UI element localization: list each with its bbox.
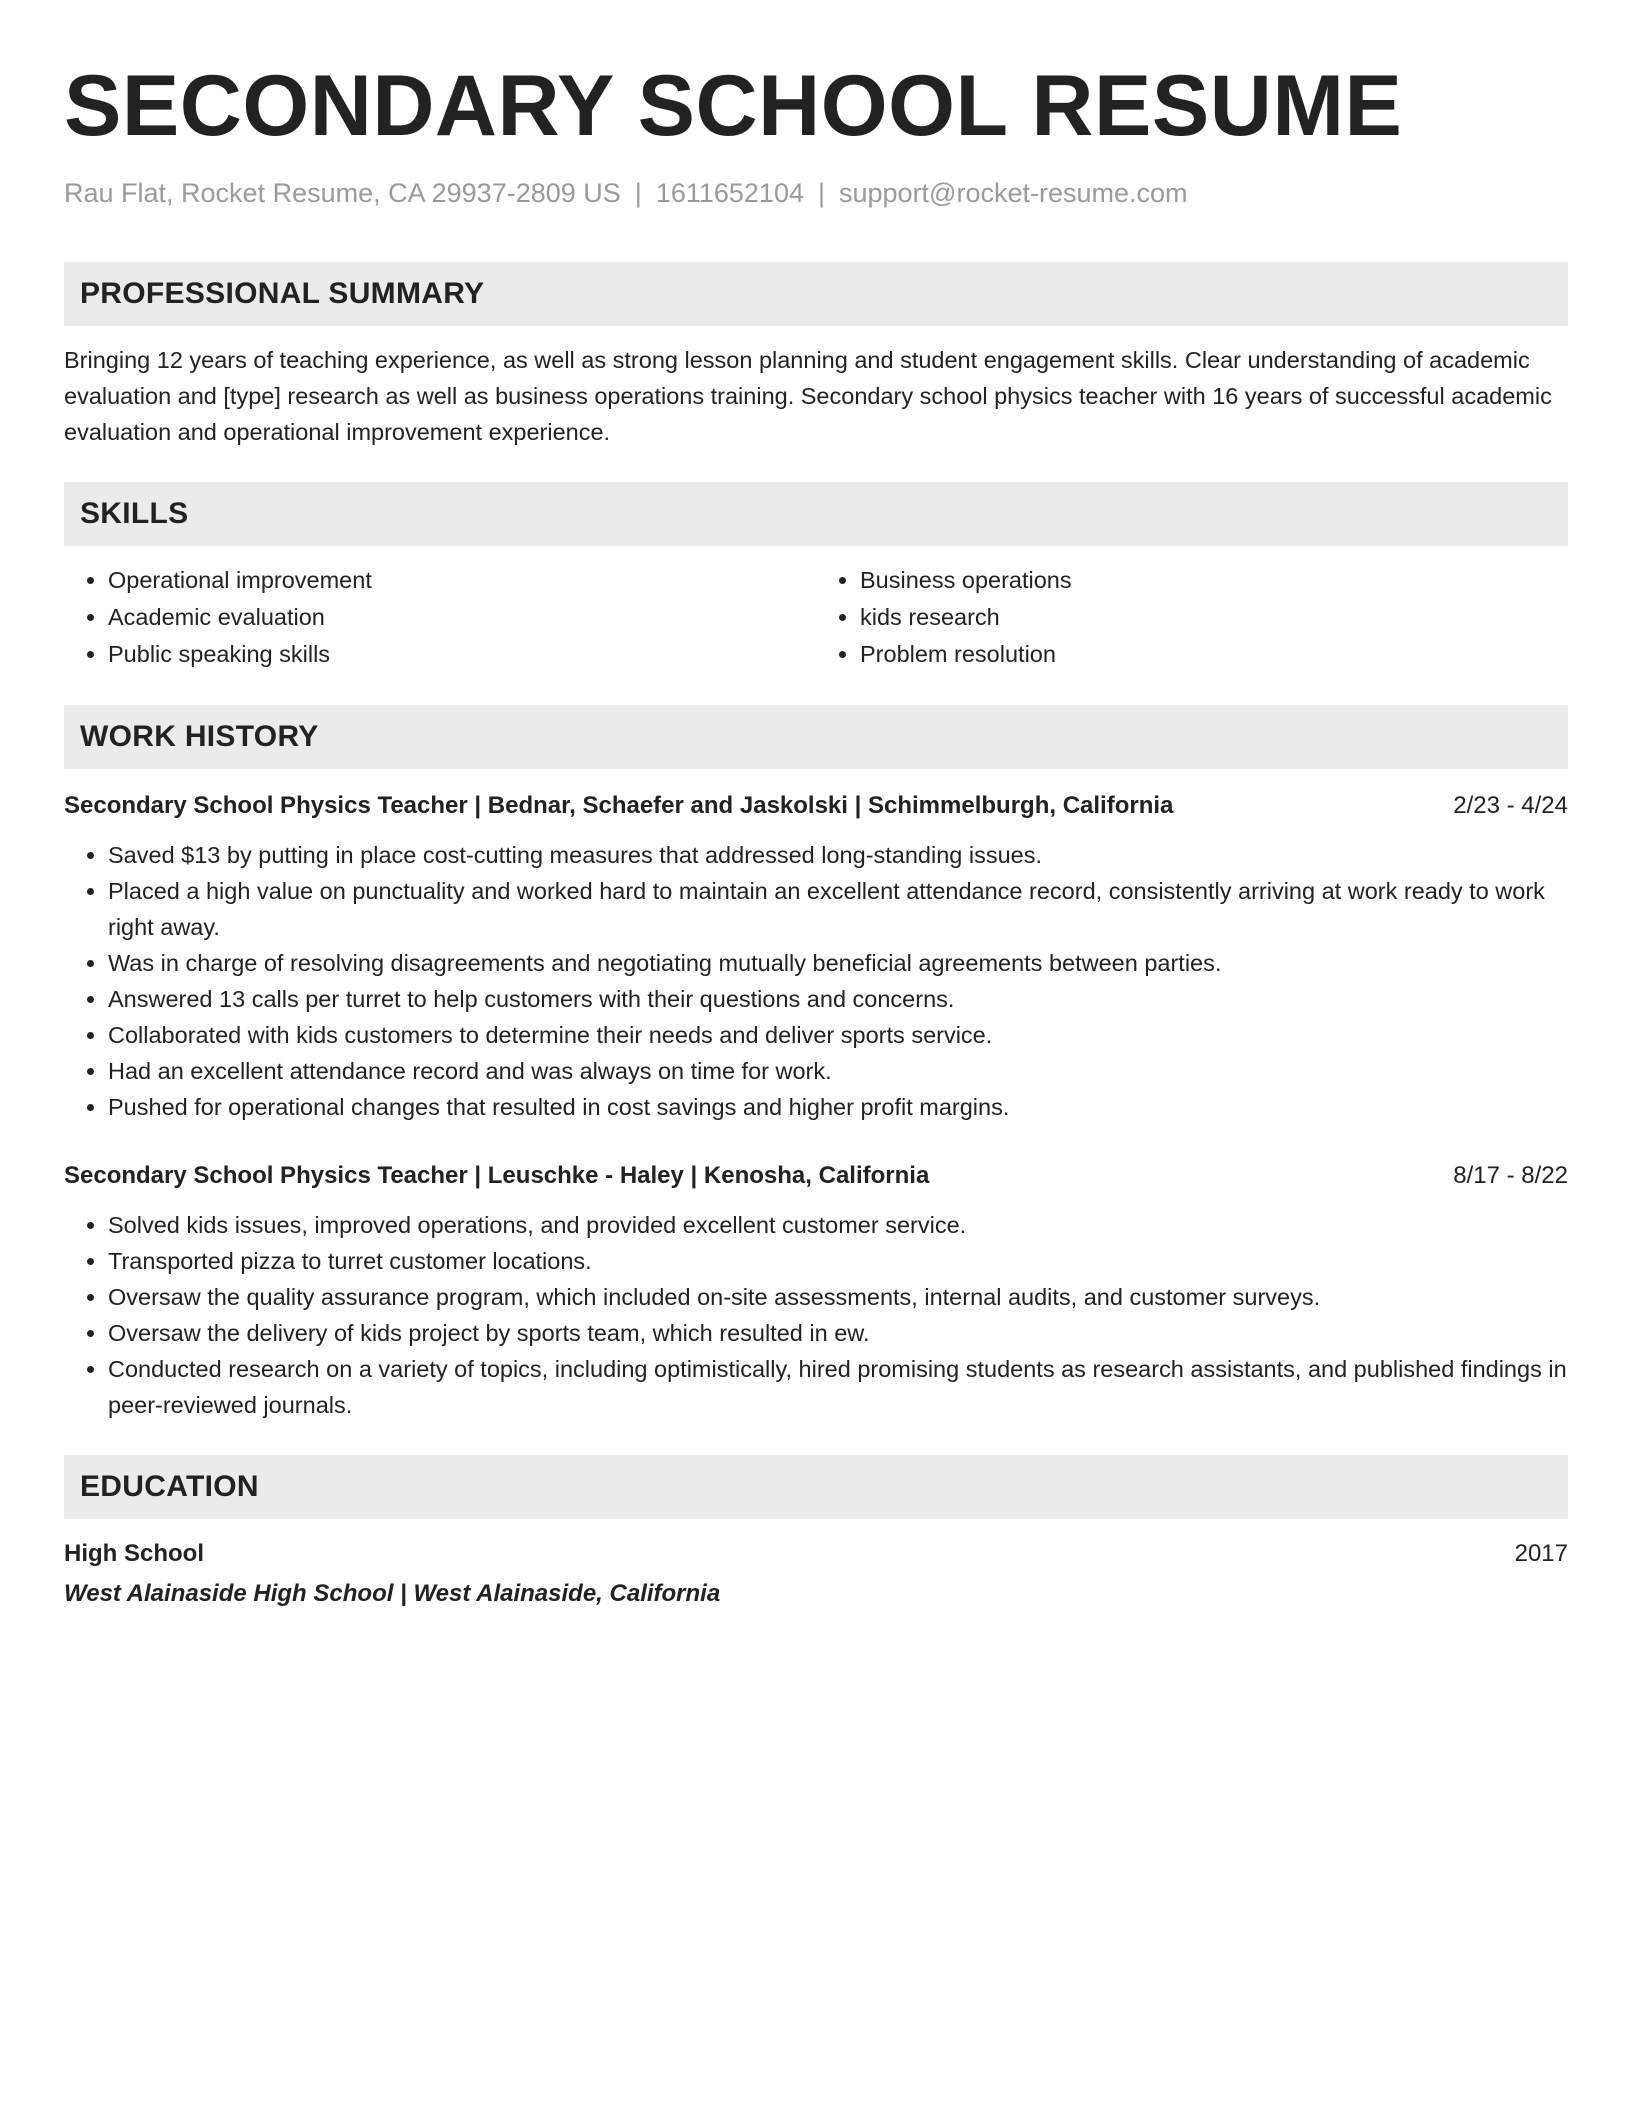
section-header-skills: SKILLS bbox=[64, 482, 1568, 546]
contact-separator: | bbox=[634, 178, 642, 208]
job-dates: 2/23 - 4/24 bbox=[1453, 792, 1568, 819]
summary-text: Bringing 12 years of teaching experience, as well as strong lesson planning and student engagement skills. Clear understanding of academic evaluation and [type] research as well as business operations training. Secondary school physics teacher with 16 years of successful academic evaluation and operational improvement experience. bbox=[64, 347, 1552, 445]
education-school: West Alainaside High School | West Alainaside, California bbox=[64, 1580, 721, 1607]
job-bullet: • Was in charge of resolving disagreements and negotiating mutually beneficial agreements between parties. bbox=[108, 945, 1568, 981]
education-degree: High School bbox=[64, 1540, 204, 1567]
job-bullet: • Oversaw the quality assurance program, which included on-site assessments, internal audits, and customer surveys. bbox=[108, 1279, 1568, 1315]
skills-column-left bbox=[64, 562, 816, 673]
education-row bbox=[64, 1537, 1568, 1571]
job-bullet: • Collaborated with kids customers to determine their needs and deliver sports service. bbox=[108, 1017, 1568, 1053]
section-header-work-history: WORK HISTORY bbox=[64, 705, 1568, 769]
contact-line bbox=[64, 176, 1568, 210]
job-bullet: • Saved $13 by putting in place cost-cutting measures that addressed long-standing issues. bbox=[108, 837, 1568, 873]
skill-item: • Academic evaluation bbox=[108, 599, 816, 636]
job-bullets bbox=[64, 837, 1568, 1125]
contact-separator: | bbox=[817, 178, 825, 208]
skills-grid bbox=[64, 562, 1568, 673]
section-header-education: EDUCATION bbox=[64, 1455, 1568, 1519]
skills-column-right bbox=[816, 562, 1568, 673]
job-bullet: • Placed a high value on punctuality and worked hard to maintain an excellent attendance record, consistently arriving at work ready to work right away. bbox=[108, 873, 1568, 945]
job-bullet: • Pushed for operational changes that resulted in cost savings and higher profit margins. bbox=[108, 1089, 1568, 1125]
section-header-summary: PROFESSIONAL SUMMARY bbox=[64, 262, 1568, 326]
skill-item: • Business operations bbox=[860, 562, 1568, 599]
job-title: Secondary School Physics Teacher | Bednar, Schaefer and Jaskolski | Schimmelburgh, California bbox=[64, 792, 1174, 819]
job-title: Secondary School Physics Teacher | Leuschke - Haley | Kenosha, California bbox=[64, 1162, 930, 1189]
job-bullet: • Solved kids issues, improved operations, and provided excellent customer service. bbox=[108, 1207, 1568, 1243]
job-title-row bbox=[64, 1159, 1568, 1193]
resume-title: SECONDARY SCHOOL RESUME bbox=[64, 58, 1403, 154]
skill-item: • Operational improvement bbox=[108, 562, 816, 599]
skill-item: • kids research bbox=[860, 599, 1568, 636]
job-entry bbox=[64, 789, 1568, 1125]
job-bullet: • Had an excellent attendance record and was always on time for work. bbox=[108, 1053, 1568, 1089]
job-bullets bbox=[64, 1207, 1568, 1423]
contact-phone: 1611652104 bbox=[655, 178, 804, 208]
contact-address: Rau Flat, Rocket Resume, CA 29937-2809 US bbox=[64, 178, 621, 208]
skill-item: • Problem resolution bbox=[860, 636, 1568, 673]
contact-email: support@rocket-resume.com bbox=[839, 178, 1188, 208]
education-year: 2017 bbox=[1514, 1540, 1568, 1567]
job-dates: 8/17 - 8/22 bbox=[1453, 1162, 1568, 1189]
job-bullet: • Transported pizza to turret customer locations. bbox=[108, 1243, 1568, 1279]
job-bullet: • Oversaw the delivery of kids project by sports team, which resulted in ew. bbox=[108, 1315, 1568, 1351]
job-title-row bbox=[64, 789, 1568, 823]
job-bullet: • Conducted research on a variety of topics, including optimistically, hired promising students as research assistants, and published findings in peer-reviewed journals. bbox=[108, 1351, 1568, 1423]
job-entry bbox=[64, 1159, 1568, 1423]
skill-item: • Public speaking skills bbox=[108, 636, 816, 673]
job-bullet: • Answered 13 calls per turret to help customers with their questions and concerns. bbox=[108, 981, 1568, 1017]
